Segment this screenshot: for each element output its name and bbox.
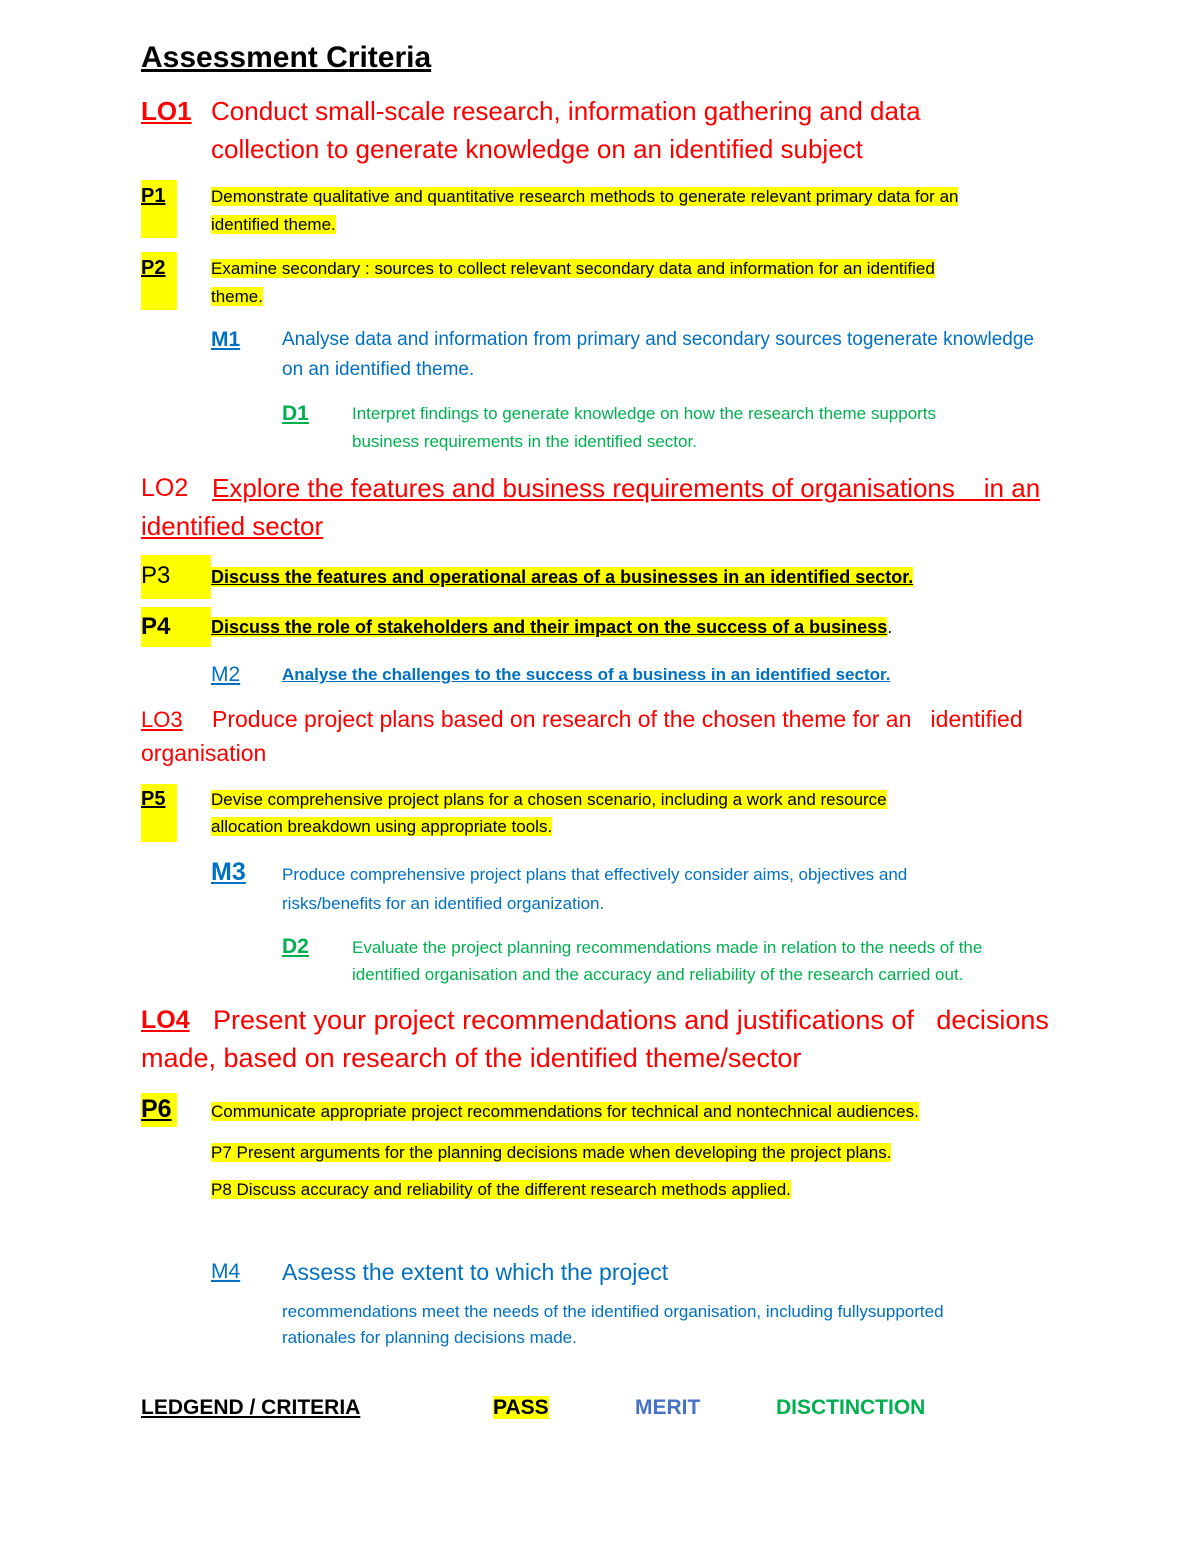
p5-text-line2: allocation breakdown using appropriate tools. [211, 817, 553, 836]
page-title: Assessment Criteria [141, 41, 432, 74]
p6-text: Communicate appropriate project recommendations for technical and nontechnical audiences. [211, 1102, 919, 1121]
m1-text-line2: on an identified theme. [282, 359, 475, 380]
p2-text-line1: Examine secondary : sources to collect relevant secondary data and information for an identified [211, 259, 935, 278]
p1-text-line1: Demonstrate qualitative and quantitative research methods to generate relevant primary data for an [211, 187, 959, 206]
p5-text-line1: Devise comprehensive project plans for a chosen scenario, including a work and resource [211, 790, 887, 809]
m1-text-line1: Analyse data and information from primary and secondary sources togenerate knowledge [282, 329, 1034, 350]
p2-code: P2 [141, 257, 166, 279]
m4-heading: Assess the extent to which the project [282, 1259, 669, 1285]
p4-code: P4 [141, 613, 171, 640]
lo4-code: LO4 [141, 1006, 190, 1034]
m2-code: M2 [211, 663, 241, 686]
d2-code: D2 [282, 935, 309, 958]
p4-period: . [887, 617, 893, 637]
p7-text: P7 Present arguments for the planning decisions made when developing the project plans. [211, 1143, 892, 1162]
p5-code: P5 [141, 788, 166, 810]
lo4-text-line2: made, based on research of the identified theme/sector [141, 1043, 802, 1073]
d1-text-line2: business requirements in the identified sector. [352, 432, 697, 451]
m3-text-line1: Produce comprehensive project plans that effectively consider aims, objectives and [282, 865, 908, 884]
lo3-text-line2: organisation [141, 740, 267, 766]
m3-code: M3 [211, 858, 246, 886]
p4-text: Discuss the role of stakeholders and their impact on the success of a business [211, 617, 888, 637]
legend-merit: MERIT [635, 1396, 701, 1419]
d1-code: D1 [282, 402, 309, 425]
m1-code: M1 [211, 328, 241, 351]
lo3-code: LO3 [141, 707, 183, 732]
p6-code: P6 [141, 1095, 172, 1123]
m4-text-line2: rationales for planning decisions made. [282, 1328, 577, 1347]
lo2-code: LO2 [141, 474, 189, 502]
lo1-text-line2: collection to generate knowledge on an identified subject [211, 134, 863, 164]
legend-distinction: DISCTINCTION [776, 1396, 926, 1419]
legend-pass: PASS [493, 1396, 549, 1419]
p1-text-line2: identified theme. [211, 215, 336, 234]
m4-text-line1: recommendations meet the needs of the identified organisation, including fullysupported [282, 1302, 944, 1321]
p8-text: P8 Discuss accuracy and reliability of the different research methods applied. [211, 1180, 791, 1199]
m4-code: M4 [211, 1260, 241, 1283]
d1-text-line1: Interpret findings to generate knowledge on how the research theme supports [352, 404, 937, 423]
legend-label: LEDGEND / CRITERIA [141, 1396, 361, 1419]
p2-text-line2: theme. [211, 287, 263, 306]
d2-text-line2: identified organisation and the accuracy and reliability of the research carried out. [352, 965, 964, 984]
lo3-text-line1: Produce project plans based on research of the chosen theme for an identified [212, 706, 1023, 732]
p1-code: P1 [141, 185, 166, 207]
m2-text: Analyse the challenges to the success of a business in an identified sector. [282, 665, 891, 684]
p3-code: P3 [141, 562, 171, 589]
p3-text: Discuss the features and operational areas of a businesses in an identified sector. [211, 567, 914, 587]
lo1-code: LO1 [141, 96, 192, 126]
lo4-text-line1: Present your project recommendations and justifications of decisions [213, 1005, 1049, 1035]
lo1-text-line1: Conduct small-scale research, information gathering and data [211, 96, 921, 126]
lo2-text-line1: Explore the features and business requirements of organisations in an [212, 473, 1041, 503]
m3-text-line2: risks/benefits for an identified organization. [282, 894, 605, 913]
d2-text-line1: Evaluate the project planning recommendations made in relation to the needs of the [352, 938, 983, 957]
lo2-text-line2: identified sector [141, 511, 324, 541]
